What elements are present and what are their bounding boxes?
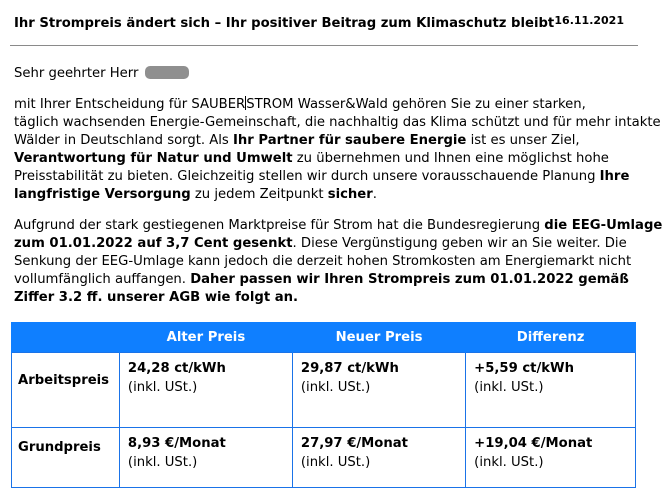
row-label-grundpreis: Grundpreis	[12, 428, 120, 488]
table-header-old-price: Alter Preis	[119, 322, 292, 353]
letter-subject: Ihr Strompreis ändert sich – Ihr positiver Beitrag zum Klimaschutz bleibt	[14, 16, 555, 31]
paragraph-line: Wälder in Deutschland sorgt. Als Ihr Partner für saubere Energie ist es unser Ziel,	[14, 133, 580, 149]
paragraph-line: mit Ihrer Entscheidung für SAUBERSTROM Wasser&Wald gehören Sie zu einer starken,	[14, 97, 586, 112]
price-note: (inkl. USt.)	[127, 380, 198, 395]
cell-new-price	[292, 428, 465, 488]
cell-new-price	[292, 353, 465, 428]
salutation	[14, 66, 189, 81]
redacted-name	[145, 66, 189, 79]
salutation-text: Sehr geehrter Herr	[14, 66, 139, 81]
letter-date: 16.11.2021	[554, 14, 624, 27]
cell-old-price	[119, 353, 292, 428]
price-value: +5,59 ct/kWh	[474, 361, 574, 376]
paragraph-line: Senkung der EEG-Umlage kann jedoch die derzeit hohen Stromkosten am Energiemarkt nicht	[14, 254, 632, 270]
price-note: (inkl. USt.)	[300, 380, 371, 395]
price-value: 8,93 €/Monat	[127, 436, 226, 451]
paragraph-line: zum 01.01.2022 auf 3,7 Cent gesenkt. Diese Vergünstigung geben wir an Sie weiter. Die	[14, 236, 627, 252]
paragraph-line: langfristige Versorgung zu jedem Zeitpunkt sicher.	[14, 187, 377, 203]
paragraph-intro	[14, 96, 661, 205]
table-row	[12, 353, 636, 428]
paragraph-line: Verantwortung für Natur und Umwelt zu übernehmen und Ihnen eine möglichst hohe	[14, 151, 609, 167]
price-note: (inkl. USt.)	[127, 455, 198, 470]
table-header-blank	[12, 322, 120, 353]
price-note: (inkl. USt.)	[474, 455, 544, 470]
paragraph-line: Preisstabilität zu bieten. Gleichzeitig stellen wir durch unsere vorausschauende Planung Ihre	[14, 169, 630, 185]
letter-header	[14, 16, 639, 40]
price-value: 27,97 €/Monat	[300, 436, 408, 451]
table-header-new-price: Neuer Preis	[292, 322, 465, 353]
row-label-arbeitspreis: Arbeitspreis	[12, 353, 120, 428]
cell-difference	[466, 428, 636, 488]
table-row	[12, 428, 636, 488]
cell-difference	[466, 353, 636, 428]
price-value: +19,04 €/Monat	[474, 436, 593, 451]
price-note: (inkl. USt.)	[300, 455, 371, 470]
paragraph-eeg	[14, 217, 662, 307]
price-value: 24,28 ct/kWh	[127, 361, 226, 376]
price-value: 29,87 ct/kWh	[300, 361, 399, 376]
paragraph-line: Aufgrund der stark gestiegenen Marktpreise für Strom hat die Bundesregierung die EEG-Umlage	[14, 218, 662, 233]
table-header-row	[12, 322, 636, 353]
header-divider	[10, 45, 638, 46]
paragraph-line: Ziffer 3.2 ff. unserer AGB wie folgt an.	[14, 290, 299, 306]
price-note: (inkl. USt.)	[474, 380, 544, 395]
cell-old-price	[119, 428, 292, 488]
paragraph-line: täglich wachsenden Energie-Gemeinschaft, die nachhaltig das Klima schützt und für mehr intakte	[14, 115, 661, 131]
paragraph-line: vollumfänglich auffangen. Daher passen wir Ihren Strompreis zum 01.01.2022 gemäß	[14, 272, 629, 288]
price-table	[11, 322, 636, 488]
table-header-difference: Differenz	[466, 322, 636, 353]
